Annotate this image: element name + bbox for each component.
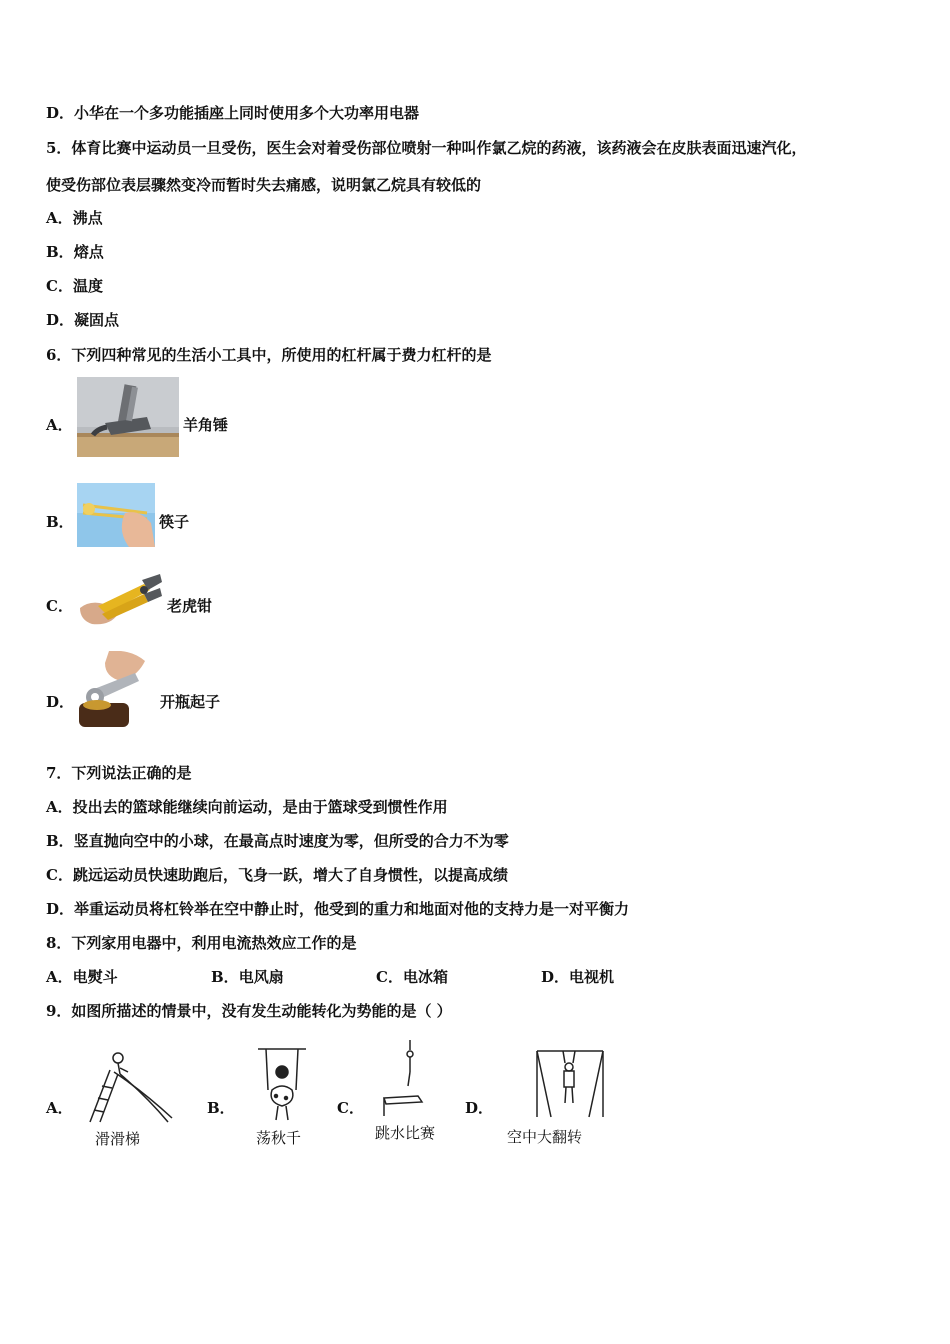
- option-label: C．: [46, 277, 73, 295]
- q9-option-b-label: B．: [207, 1099, 235, 1117]
- q9-option-d-caption: 空中大翻转: [507, 1128, 583, 1146]
- option-text: 竖直抛向空中的小球，在最高点时速度为零，但所受的合力不为零: [73, 832, 509, 850]
- q5-stem-line1: 5．体育比赛中运动员一旦受伤，医生会对着受伤部位喷射一种叫作氯乙烷的药液，该药液会在皮肤表面迅速汽化，: [46, 139, 807, 157]
- q5-option-d: [46, 309, 119, 330]
- option-text: 小华在一个多功能插座上同时使用多个大功率用电器: [74, 104, 420, 122]
- q6-option-c-label: C．: [46, 597, 73, 615]
- q8-option-b: [211, 966, 284, 987]
- chopsticks-photo: [77, 483, 155, 547]
- option-text: 温度: [72, 277, 103, 295]
- option-label: D．: [46, 900, 75, 918]
- bottle-opener-photo: [75, 651, 157, 727]
- q7-option-a: [46, 796, 448, 817]
- q6-option-a-label: A．: [46, 416, 73, 434]
- q6-option-d-label: D．: [46, 693, 75, 711]
- q9-option-a-label: A．: [46, 1099, 73, 1117]
- q5-option-c: [46, 275, 103, 296]
- option-label: C．: [46, 866, 73, 884]
- q8-stem: 8．下列家用电器中，利用电流热效应工作的是: [46, 934, 357, 952]
- option-label: B．: [46, 832, 74, 850]
- option-label: D．: [46, 311, 75, 329]
- option-text: 电风扇: [238, 968, 284, 986]
- q7-stem: 7．下列说法正确的是: [46, 764, 192, 782]
- option-text: 沸点: [72, 209, 103, 227]
- q8-option-c: [376, 966, 448, 987]
- option-label: B．: [46, 243, 74, 261]
- q6-option-b-text: 筷子: [159, 513, 190, 531]
- high-bar-sketch: [533, 1045, 607, 1119]
- q6-stem: 6．下列四种常见的生活小工具中，所使用的杠杆属于费力杠杆的是: [46, 346, 492, 364]
- q6-option-b-label: B．: [46, 513, 74, 531]
- option-label: A．: [46, 798, 73, 816]
- q9-option-a-caption: 滑滑梯: [95, 1130, 141, 1148]
- pliers-photo: [74, 570, 164, 632]
- q7-option-b: [46, 830, 509, 851]
- q5-stem-line2: 使受伤部位表层骤然变冷而暂时失去痛感，说明氯乙烷具有较低的: [46, 176, 482, 194]
- q5-option-a: [46, 207, 103, 228]
- option-label: A．: [46, 968, 73, 986]
- q9-option-c-caption: 跳水比赛: [375, 1124, 436, 1142]
- option-text: 举重运动员将杠铃举在空中静止时，他受到的重力和地面对他的支持力是一对平衡力: [74, 900, 630, 918]
- q8-option-a: [46, 966, 118, 987]
- q4-option-d: [46, 102, 419, 123]
- q9-option-d-label: D．: [465, 1099, 494, 1117]
- slide-sketch: [84, 1052, 176, 1124]
- option-text: 电冰箱: [402, 968, 448, 986]
- option-label: D．: [541, 968, 570, 986]
- swing-sketch: [256, 1046, 308, 1124]
- q9-option-c-label: C．: [337, 1099, 364, 1117]
- q7-option-c: [46, 864, 508, 885]
- q9-stem: 9．如图所描述的情景中，没有发生动能转化为势能的是（ ）: [46, 1002, 452, 1020]
- option-text: 凝固点: [74, 311, 120, 329]
- q8-option-d: [541, 966, 614, 987]
- q7-option-d: [46, 898, 629, 919]
- option-text: 熔点: [73, 243, 104, 261]
- option-text: 电熨斗: [72, 968, 118, 986]
- q5-option-b: [46, 241, 104, 262]
- option-text: 电视机: [569, 968, 615, 986]
- diving-sketch: [378, 1038, 424, 1118]
- q6-option-a-text: 羊角锤: [183, 416, 229, 434]
- option-text: 投出去的篮球能继续向前运动，是由于篮球受到惯性作用: [72, 798, 448, 816]
- claw-hammer-photo: [77, 377, 179, 457]
- option-label: C．: [376, 968, 403, 986]
- option-label: D．: [46, 104, 75, 122]
- option-label: A．: [46, 209, 73, 227]
- option-text: 跳远运动员快速助跑后，飞身一跃，增大了自身惯性，以提高成绩: [72, 866, 508, 884]
- q6-option-c-text: 老虎钳: [167, 597, 213, 615]
- q9-option-b-caption: 荡秋千: [256, 1129, 302, 1147]
- q6-option-d-text: 开瓶起子: [160, 693, 221, 711]
- option-label: B．: [211, 968, 239, 986]
